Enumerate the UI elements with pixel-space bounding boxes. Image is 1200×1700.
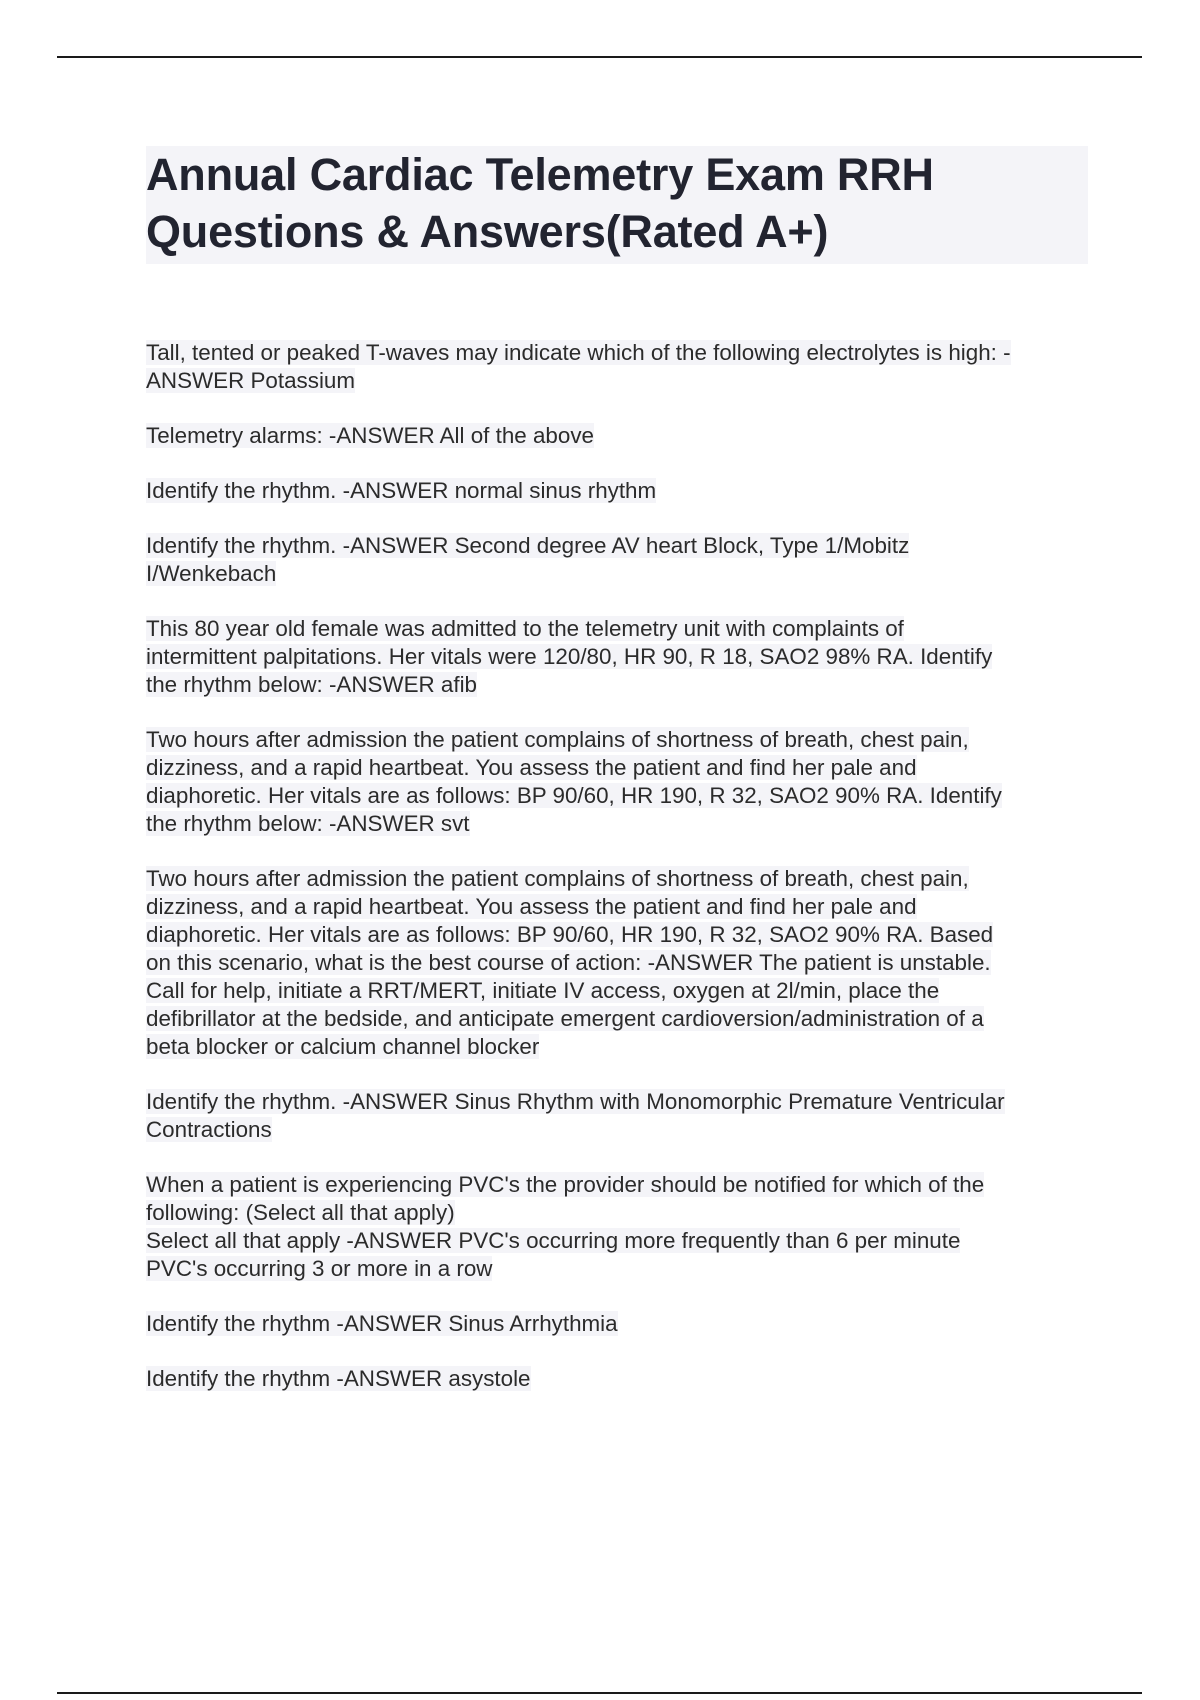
qa-line: When a patient is experiencing PVC's the provider should be notified for which of the xyxy=(146,1172,985,1197)
qa-item xyxy=(146,339,1096,395)
qa-line: Select all that apply -ANSWER PVC's occurring more frequently than 6 per minute xyxy=(146,1228,961,1253)
qa-line: Two hours after admission the patient complains of shortness of breath, chest pain, xyxy=(146,727,969,752)
qa-line: dizziness, and a rapid heartbeat. You assess the patient and find her pale and xyxy=(146,894,917,919)
qa-item xyxy=(146,477,1096,505)
qa-line: I/Wenkebach xyxy=(146,561,277,586)
qa-item xyxy=(146,1171,1096,1283)
qa-line: Two hours after admission the patient complains of shortness of breath, chest pain, xyxy=(146,866,969,891)
qa-line: Identify the rhythm. -ANSWER normal sinus rhythm xyxy=(146,478,657,503)
qa-line: Tall, tented or peaked T-waves may indicate which of the following electrolytes is high: - xyxy=(146,340,1011,365)
qa-line: PVC's occurring 3 or more in a row xyxy=(146,1256,493,1281)
title-line: Questions & Answers(Rated A+) xyxy=(146,206,829,257)
qa-line: following: (Select all that apply) xyxy=(146,1200,455,1225)
title-line: Annual Cardiac Telemetry Exam RRH xyxy=(146,149,934,200)
qa-line: diaphoretic. Her vitals are as follows: BP 90/60, HR 190, R 32, SAO2 90% RA. Identify xyxy=(146,783,1002,808)
qa-line: This 80 year old female was admitted to the telemetry unit with complaints of xyxy=(146,616,904,641)
qa-line: ANSWER Potassium xyxy=(146,368,356,393)
qa-line: intermittent palpitations. Her vitals were 120/80, HR 90, R 18, SAO2 98% RA. Identify xyxy=(146,644,993,669)
qa-line: Identify the rhythm -ANSWER Sinus Arrhythmia xyxy=(146,1311,618,1336)
bottom-divider xyxy=(57,1692,1142,1694)
qa-line: dizziness, and a rapid heartbeat. You assess the patient and find her pale and xyxy=(146,755,917,780)
qa-line: diaphoretic. Her vitals are as follows: BP 90/60, HR 190, R 32, SAO2 90% RA. Based xyxy=(146,922,994,947)
qa-item xyxy=(146,865,1096,1061)
qa-item xyxy=(146,726,1096,838)
qa-item xyxy=(146,422,1096,450)
qa-line: Identify the rhythm. -ANSWER Second degree AV heart Block, Type 1/Mobitz xyxy=(146,533,910,558)
qa-line: beta blocker or calcium channel blocker xyxy=(146,1034,540,1059)
qa-item xyxy=(146,1365,1096,1393)
qa-line: Identify the rhythm. -ANSWER Sinus Rhythm with Monomorphic Premature Ventricular xyxy=(146,1089,1005,1114)
qa-line: the rhythm below: -ANSWER svt xyxy=(146,811,470,836)
qa-line: defibrillator at the bedside, and anticipate emergent cardioversion/administration of a xyxy=(146,1006,984,1031)
qa-line: Contractions xyxy=(146,1117,272,1142)
qa-line: Identify the rhythm -ANSWER asystole xyxy=(146,1366,531,1391)
qa-line: Call for help, initiate a RRT/MERT, initiate IV access, oxygen at 2l/min, place the xyxy=(146,978,940,1003)
page-title xyxy=(146,146,1088,260)
qa-line: on this scenario, what is the best course of action: -ANSWER The patient is unstable. xyxy=(146,950,991,975)
qa-item xyxy=(146,615,1096,699)
title-block xyxy=(146,146,1088,264)
qa-line: Telemetry alarms: -ANSWER All of the above xyxy=(146,423,594,448)
top-divider xyxy=(57,56,1142,58)
qa-line: the rhythm below: -ANSWER afib xyxy=(146,672,477,697)
qa-item xyxy=(146,532,1096,588)
qa-item xyxy=(146,1088,1096,1144)
qa-list xyxy=(146,339,1096,1420)
qa-item xyxy=(146,1310,1096,1338)
